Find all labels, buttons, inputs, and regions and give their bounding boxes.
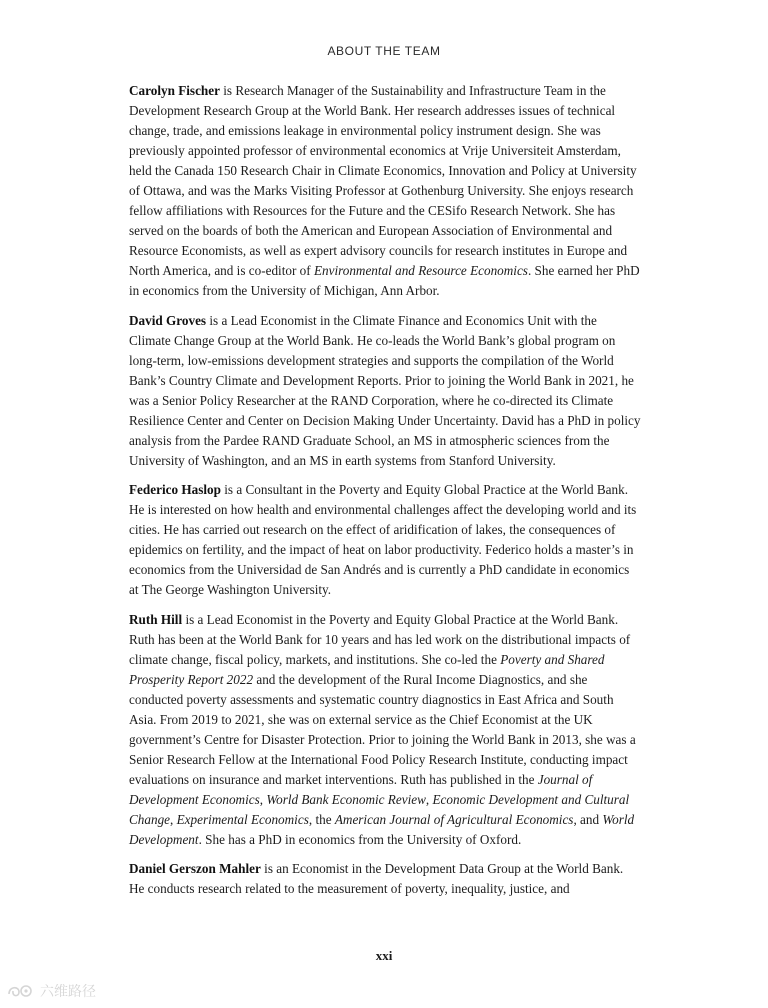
bio-text: , the xyxy=(308,811,335,827)
bio-text: and the development of the Rural Income Diagnostics, and she conducted poverty assessments and systematic country diagnostics in East Africa and South Asia. From 2019 to 2021, she was on external service as the Chief Economist at the UK government’s Centre for Disaster Protection. Prior to joining the World Bank in 2013, she was a Senior Research Fellow at the International Food Policy Research Institute, conducting impact evaluations on insurance and market interventions. Ruth has published in the xyxy=(129,671,636,787)
publication-title: American Journal of Agricultural Economics xyxy=(334,811,574,827)
bio-name: Daniel Gerszon Mahler xyxy=(129,861,261,876)
bio-paragraph xyxy=(129,859,641,899)
bio-text: is an Economist in the Development Data Group at the World Bank. He conducts research related to the measurement of poverty, inequality, justice, and xyxy=(129,861,624,896)
publication-title: World Development xyxy=(129,811,635,847)
publication-title: Economic Development and Cultural Change xyxy=(129,791,630,827)
publication-title: Experimental Economics xyxy=(176,811,309,827)
page-number: xxi xyxy=(375,948,393,963)
bio-text: . She has a PhD in economics from the University of Oxford. xyxy=(198,831,522,847)
bio-name: David Groves xyxy=(129,312,207,328)
publication-title: Poverty and Shared Prosperity Report 2022 xyxy=(129,651,605,687)
watermark-logo-icon xyxy=(6,982,36,1000)
publication-title: World Bank Economic Review xyxy=(266,791,426,807)
running-head: ABOUT THE TEAM xyxy=(327,44,441,58)
bio-paragraph xyxy=(129,610,641,850)
bio-paragraph xyxy=(129,81,641,301)
watermark-text: 六维路径 xyxy=(40,984,96,1000)
bio-text: is a Lead Economist in the Climate Finance and Economics Unit with the Climate Change Group at the World Bank. He co-leads the World Bank’s global program on long-term, low-emissions development strategies and supports the compilation of the World Bank’s Country Climate and Development Reports. Prior to joining the World Bank in 2021, he was a Senior Policy Researcher at the RAND Corporation, where he co-directed its Climate Resilience Center and Center on Decision Making Under Uncertainty. David has a PhD in policy analysis from the Pardee RAND Graduate School, an MS in atmospheric sciences from the University of Washington, and an MS in earth systems from Stanford University. xyxy=(129,312,641,468)
bio-text: , and xyxy=(573,811,603,827)
bio-name: Federico Haslop xyxy=(129,482,221,497)
bio-name: Ruth Hill xyxy=(129,611,183,627)
bio-text: , xyxy=(170,811,177,827)
bio-text: is a Consultant in the Poverty and Equity Global Practice at the World Bank. He is interested on how health and environmental challenges affect the developing world and its cities. He has carried out research on the effect of aridification of lakes, the consequences of epidemics on fertility, and the impact of heat on labor productivity. Federico holds a master’s in economics from the Universidad de San Andrés and is currently a PhD candidate in economics at The George Washington University. xyxy=(129,482,637,597)
publication-title: Environmental and Resource Economics xyxy=(313,263,528,278)
about-the-team-content xyxy=(129,81,641,909)
bio-name: Carolyn Fischer xyxy=(129,83,220,98)
bio-text: , xyxy=(425,791,433,807)
bio-text: is Research Manager of the Sustainability and Infrastructure Team in the Development Research Group at the World Bank. Her research addresses issues of technical change, trade, and emissions leakage in environmental policy instrument design. She was previously appointed professor of environmental economics at Vrije Universiteit Amsterdam, held the Canada 150 Research Chair in Climate Economics, Innovation and Policy at University of Ottawa, and was the Marks Visiting Professor at Gothenburg University. She enjoys research fellow affiliations with Resources for the Future and the CESifo Research Network. She has served on the boards of both the American and European Association of Environmental and Resource Economists, as well as expert advisory councils for research institutes in Europe and North America, and is co-editor of xyxy=(129,83,637,278)
bio-paragraph xyxy=(129,311,641,471)
publication-title: Journal of Development Economics xyxy=(129,771,593,807)
watermark xyxy=(6,980,96,1002)
bio-text: , xyxy=(259,791,267,807)
bio-text: . She earned her PhD in economics from the University of Michigan, Ann Arbor. xyxy=(129,263,640,298)
bio-paragraph xyxy=(129,480,641,600)
bio-text: is a Lead Economist in the Poverty and Equity Global Practice at the World Bank. Ruth has been at the World Bank for 10 years and has led work on the distributional impacts of climate change, fiscal policy, markets, and institutions. She co-led the xyxy=(129,611,631,667)
